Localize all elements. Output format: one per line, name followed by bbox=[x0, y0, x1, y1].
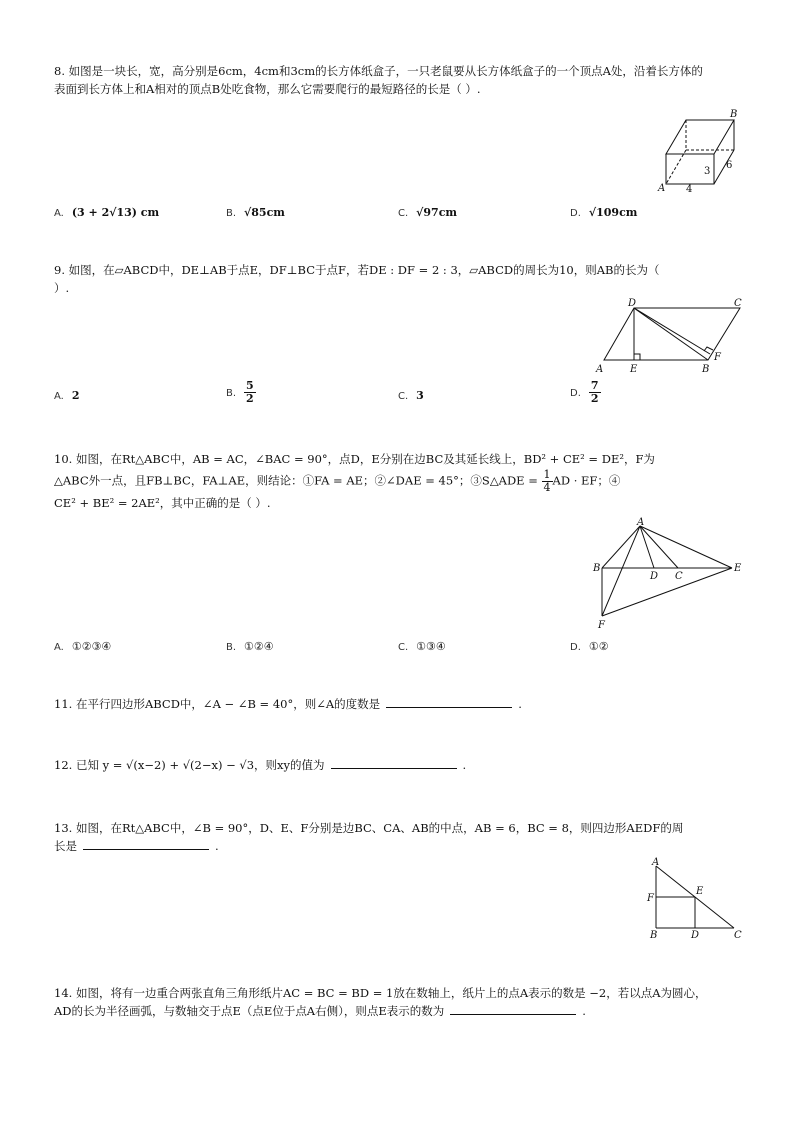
q8-label-height: 6 bbox=[726, 160, 733, 171]
q9-option-a[interactable]: A. 2 bbox=[54, 389, 80, 402]
q9-option-b[interactable]: B. $\frac{5}{2}$ bbox=[226, 379, 254, 405]
q10-label-d: D bbox=[650, 571, 659, 582]
q9-option-c[interactable]: C. 3 bbox=[398, 389, 424, 402]
q8-stem-line1: 8. 如图是一块长，宽，高分别是6cm，4cm和3cm的长方体纸盒子，一只老鼠要从长方体纸盒子的一个顶点A处，沿着长方体的 bbox=[54, 64, 703, 78]
q8-option-c[interactable]: C. √97cm bbox=[398, 206, 458, 219]
q9-figure-parallelogram bbox=[592, 298, 752, 378]
q10-stem-line3: CE² + BE² = 2AE²，其中正确的是（ ）. bbox=[54, 496, 271, 510]
q14-stem-line1: 14. 如图，将有一边重合两张直角三角形纸片AC = BC = BD = 1放在数轴上，纸片上的点A表示的数是 −2，若以点A为圆心， bbox=[54, 986, 707, 1000]
q13-label-c: C bbox=[734, 930, 742, 941]
q14-stem-line2: AD的长为半径画弧，与数轴交于点E（点E位于点A右侧），则点E表示的数为 . bbox=[54, 1004, 586, 1018]
q10-label-a: A bbox=[637, 517, 645, 528]
q8-option-d[interactable]: D. √109cm bbox=[570, 206, 638, 219]
q9-label-a: A bbox=[596, 364, 604, 375]
q13-figure-right-triangle bbox=[642, 856, 746, 942]
q10-label-e: E bbox=[734, 563, 742, 574]
q13-label-b: B bbox=[650, 930, 658, 941]
q13-label-a: A bbox=[652, 857, 660, 868]
q8-label-length: 4 bbox=[686, 184, 693, 195]
q10-figure-triangle bbox=[590, 516, 750, 634]
q11-stem: 11. 在平行四边形ABCD中，∠A − ∠B = 40°，则∠A的度数是 . bbox=[54, 697, 522, 711]
q10-option-b[interactable]: B. ①②④ bbox=[226, 640, 274, 653]
q10-label-b: B bbox=[593, 563, 601, 574]
q8-option-b[interactable]: B. √85cm bbox=[226, 206, 285, 219]
q10-option-c[interactable]: C. ①③④ bbox=[398, 640, 446, 653]
q9-label-c: C bbox=[734, 298, 742, 309]
q9-label-b: B bbox=[702, 364, 710, 375]
q9-label-d: D bbox=[628, 298, 637, 309]
q13-stem-line2: 长是 . bbox=[54, 839, 219, 853]
q13-answer-blank[interactable] bbox=[83, 839, 209, 850]
q9-label-e: E bbox=[630, 364, 638, 375]
q12-stem: 12. 已知 y = √(x−2) + √(2−x) − √3，则xy的值为 . bbox=[54, 758, 467, 772]
q10-stem-line1: 10. 如图，在Rt△ABC中，AB = AC，∠BAC = 90°，点D，E分别在边BC及其延长线上，BD² + CE² = DE²，F为 bbox=[54, 452, 655, 466]
q13-label-e: E bbox=[696, 886, 704, 897]
q9-stem-line2: ）. bbox=[54, 281, 70, 295]
q10-option-a[interactable]: A. ①②③④ bbox=[54, 640, 112, 653]
q12-answer-blank[interactable] bbox=[331, 758, 457, 769]
q9-label-f: F bbox=[714, 352, 721, 363]
q13-label-f: F bbox=[647, 893, 654, 904]
q8-label-a: A bbox=[658, 183, 666, 194]
q8-figure-box bbox=[656, 104, 746, 196]
q10-stem-line2: △ABC外一点，且FB⊥BC，FA⊥AE，则结论：①FA = AE；②∠DAE = 45°；③S△ADE = $\frac{1}{4}$ AD · EF；④ bbox=[54, 468, 621, 494]
q13-label-d: D bbox=[691, 930, 700, 941]
q9-stem-line1: 9. 如图，在▱ABCD中，DE⊥AB于点E，DF⊥BC于点F，若DE : DF = 2 : 3，▱ABCD的周长为10，则AB的长为（ bbox=[54, 263, 660, 277]
q8-stem-line2: 表面到长方体上和A相对的顶点B处吃食物，那么它需要爬行的最短路径的长是（ ）. bbox=[54, 82, 481, 96]
q13-stem-line1: 13. 如图，在Rt△ABC中，∠B = 90°，D、E、F分别是边BC、CA、AB的中点，AB = 6，BC = 8，则四边形AEDF的周 bbox=[54, 821, 684, 835]
q10-label-f: F bbox=[598, 620, 605, 631]
q10-option-d[interactable]: D. ①② bbox=[570, 640, 609, 653]
q8-label-b: B bbox=[730, 109, 738, 120]
q9-option-d[interactable]: D. $\frac{7}{2}$ bbox=[570, 379, 599, 405]
q8-label-width: 3 bbox=[704, 166, 711, 177]
q11-answer-blank[interactable] bbox=[386, 697, 512, 708]
q14-answer-blank[interactable] bbox=[450, 1004, 576, 1015]
q10-label-c: C bbox=[675, 571, 683, 582]
q8-option-a[interactable]: A. (3 + 2√13) cm bbox=[54, 206, 160, 219]
